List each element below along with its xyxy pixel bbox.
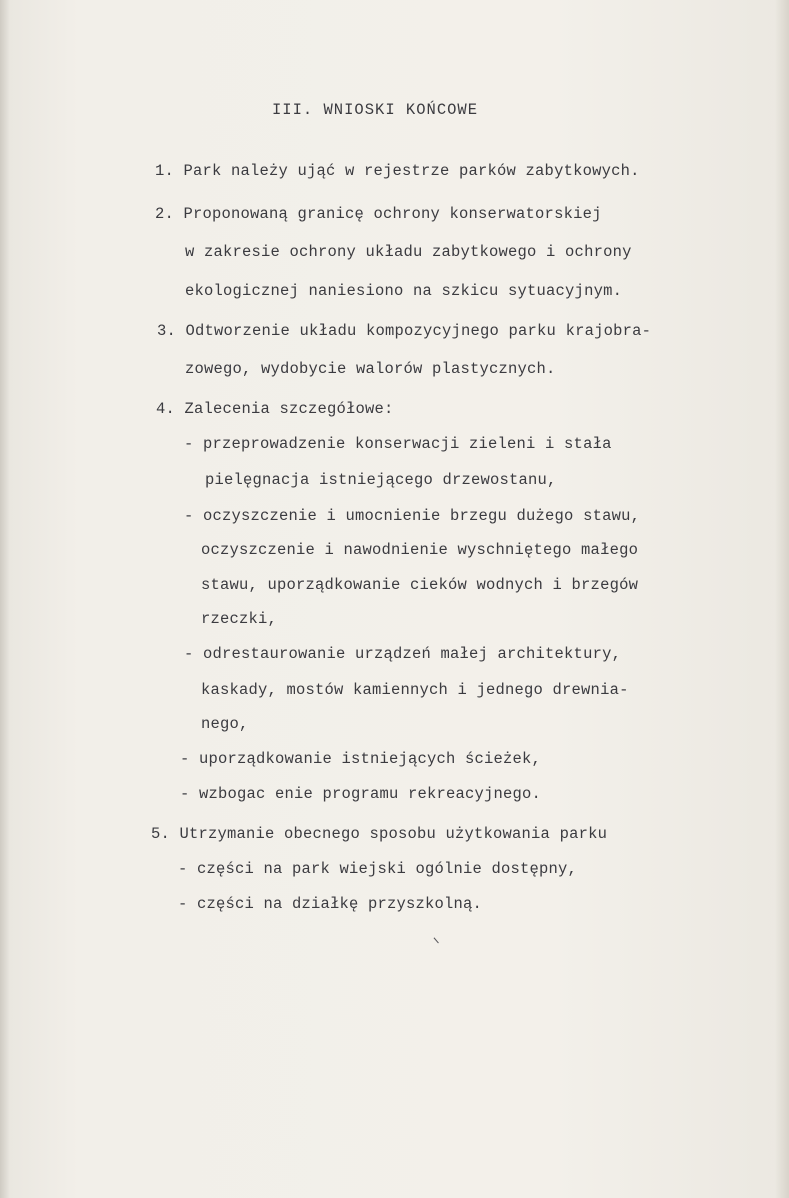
item-3-line-2: zowego, wydobycie walorów plastycznych. xyxy=(185,360,556,378)
item-2-line-1: 2. Proponowaną granicę ochrony konserwatorskiej xyxy=(155,205,602,223)
item-2-line-3: ekologicznej naniesiono na szkicu sytuacyjnym. xyxy=(185,282,623,300)
item-4-sub-3-line-2: kaskady, mostów kamiennych i jednego drewnia- xyxy=(201,681,629,699)
item-4-sub-1-line-2: pielęgnacja istniejącego drzewostanu, xyxy=(205,471,557,489)
item-4-line-1: 4. Zalecenia szczegółowe: xyxy=(156,400,394,418)
item-4-sub-5-line-1: - wzbogac enie programu rekreacyjnego. xyxy=(180,785,542,803)
item-4-sub-2-line-4: rzeczki, xyxy=(201,610,278,628)
item-2-line-2: w zakresie ochrony układu zabytkowego i ochrony xyxy=(185,243,632,261)
item-4-sub-1-line-1: - przeprowadzenie konserwacji zieleni i stała xyxy=(184,435,612,453)
item-5-line-1: 5. Utrzymanie obecnego sposobu użytkowania parku xyxy=(151,825,608,843)
page-right-edge xyxy=(775,0,789,1198)
item-4-sub-4-line-1: - uporządkowanie istniejących ścieżek, xyxy=(180,750,542,768)
ink-mark xyxy=(434,934,444,944)
section-heading: III. WNIOSKI KOŃCOWE xyxy=(272,101,479,119)
item-4-sub-3-line-3: nego, xyxy=(201,715,249,733)
item-4-sub-2-line-1: - oczyszczenie i umocnienie brzegu dużego stawu, xyxy=(184,507,641,525)
item-1-line-1: 1. Park należy ująć w rejestrze parków zabytkowych. xyxy=(155,162,640,180)
page-left-edge xyxy=(0,0,10,1198)
item-4-sub-2-line-2: oczyszczenie i nawodnienie wyschniętego małego xyxy=(201,541,639,559)
item-5-sub-1-line-1: - części na park wiejski ogólnie dostępny, xyxy=(178,860,578,878)
item-4-sub-3-line-1: - odrestaurowanie urządzeń małej architektury, xyxy=(184,645,622,663)
item-5-sub-2-line-1: - części na działkę przyszkolną. xyxy=(178,895,483,913)
item-4-sub-2-line-3: stawu, uporządkowanie cieków wodnych i brzegów xyxy=(201,576,639,594)
item-3-line-1: 3. Odtworzenie układu kompozycyjnego parku krajobra- xyxy=(157,322,652,340)
